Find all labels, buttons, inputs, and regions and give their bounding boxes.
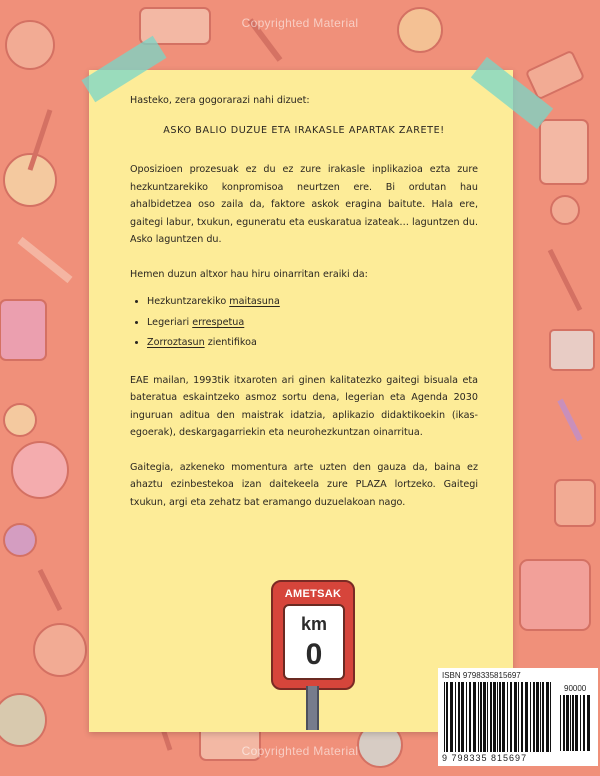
price-barcode-bars — [560, 695, 592, 751]
watermark-bottom: Copyrighted Material — [241, 744, 359, 758]
list-item — [147, 314, 478, 332]
sign-number: 0 — [305, 638, 323, 671]
paragraph-4: Gaitegia, azkeneko momentura arte uzten den gauza da, baina ez ahaztu ezinbestekoa izan daitekeela zure PLAZA lortzeko. Gaitegi txukun, argi eta zehatz bat eramango duzuelakoan nago. — [130, 461, 478, 508]
list-item — [147, 334, 478, 352]
isbn-label: ISBN 9798335815697 — [442, 671, 521, 680]
isbn-barcode — [438, 668, 598, 766]
list-item-text: zientifikoa — [204, 337, 257, 348]
list-item — [147, 293, 478, 311]
road-sign — [271, 580, 355, 690]
list-item-underlined: Zorroztasun — [147, 337, 205, 348]
list-item-text: Hezkuntzarekiko — [147, 296, 230, 307]
sign-pole — [306, 686, 319, 730]
watermark-top: Copyrighted Material — [241, 16, 359, 30]
list-item-underlined: errespetua — [192, 316, 245, 328]
paragraph-3: EAE mailan, 1993tik itxaroten ari ginen kalitatezko gaitegi bisuala eta bateratua eskaintzeko asmoz sortu dena, legerian eta Agenda 2030 inguruan aditua den maistrak idatzia, aplikazio didaktikoekin (ikas-egoerak), deskargagarriekin eta neurohezkuntzan oinarritua. — [130, 374, 478, 438]
barcode-digits: 9 798335 815697 — [442, 753, 528, 763]
price-code: 90000 — [564, 684, 587, 693]
headline: ASKO BALIO DUZUE ETA IRAKASLE APARTAK ZARETE! — [163, 124, 445, 136]
list-item-underlined: maitasuna — [229, 296, 280, 307]
barcode-bars — [444, 682, 554, 752]
paragraph-1: Oposizioen prozesuak ez du ez zure irakasle inplikazioa ezta zure hezkuntzarekiko konpromisoa neurtzen ere. Bi ordutan hau ahalbidetzea oso zaila da, faktore askok eragina baitute. Hala ere, gaitegi labur, txukun, eguneratu eta euskaratua izateak… laguntzen du. Asko laguntzen du. — [130, 164, 478, 245]
list-item-text: Legeriari — [147, 316, 193, 328]
sign-panel — [283, 604, 345, 680]
foundations-list — [130, 293, 478, 352]
back-cover-text — [130, 92, 478, 511]
greeting: Hasteko, zera gogorarazi nahi dizuet: — [130, 95, 310, 106]
paragraph-2: Hemen duzun altxor hau hiru oinarritan eraiki da: — [130, 268, 368, 280]
sign-title: AMETSAK — [284, 588, 342, 600]
sign-unit: km — [300, 614, 327, 634]
